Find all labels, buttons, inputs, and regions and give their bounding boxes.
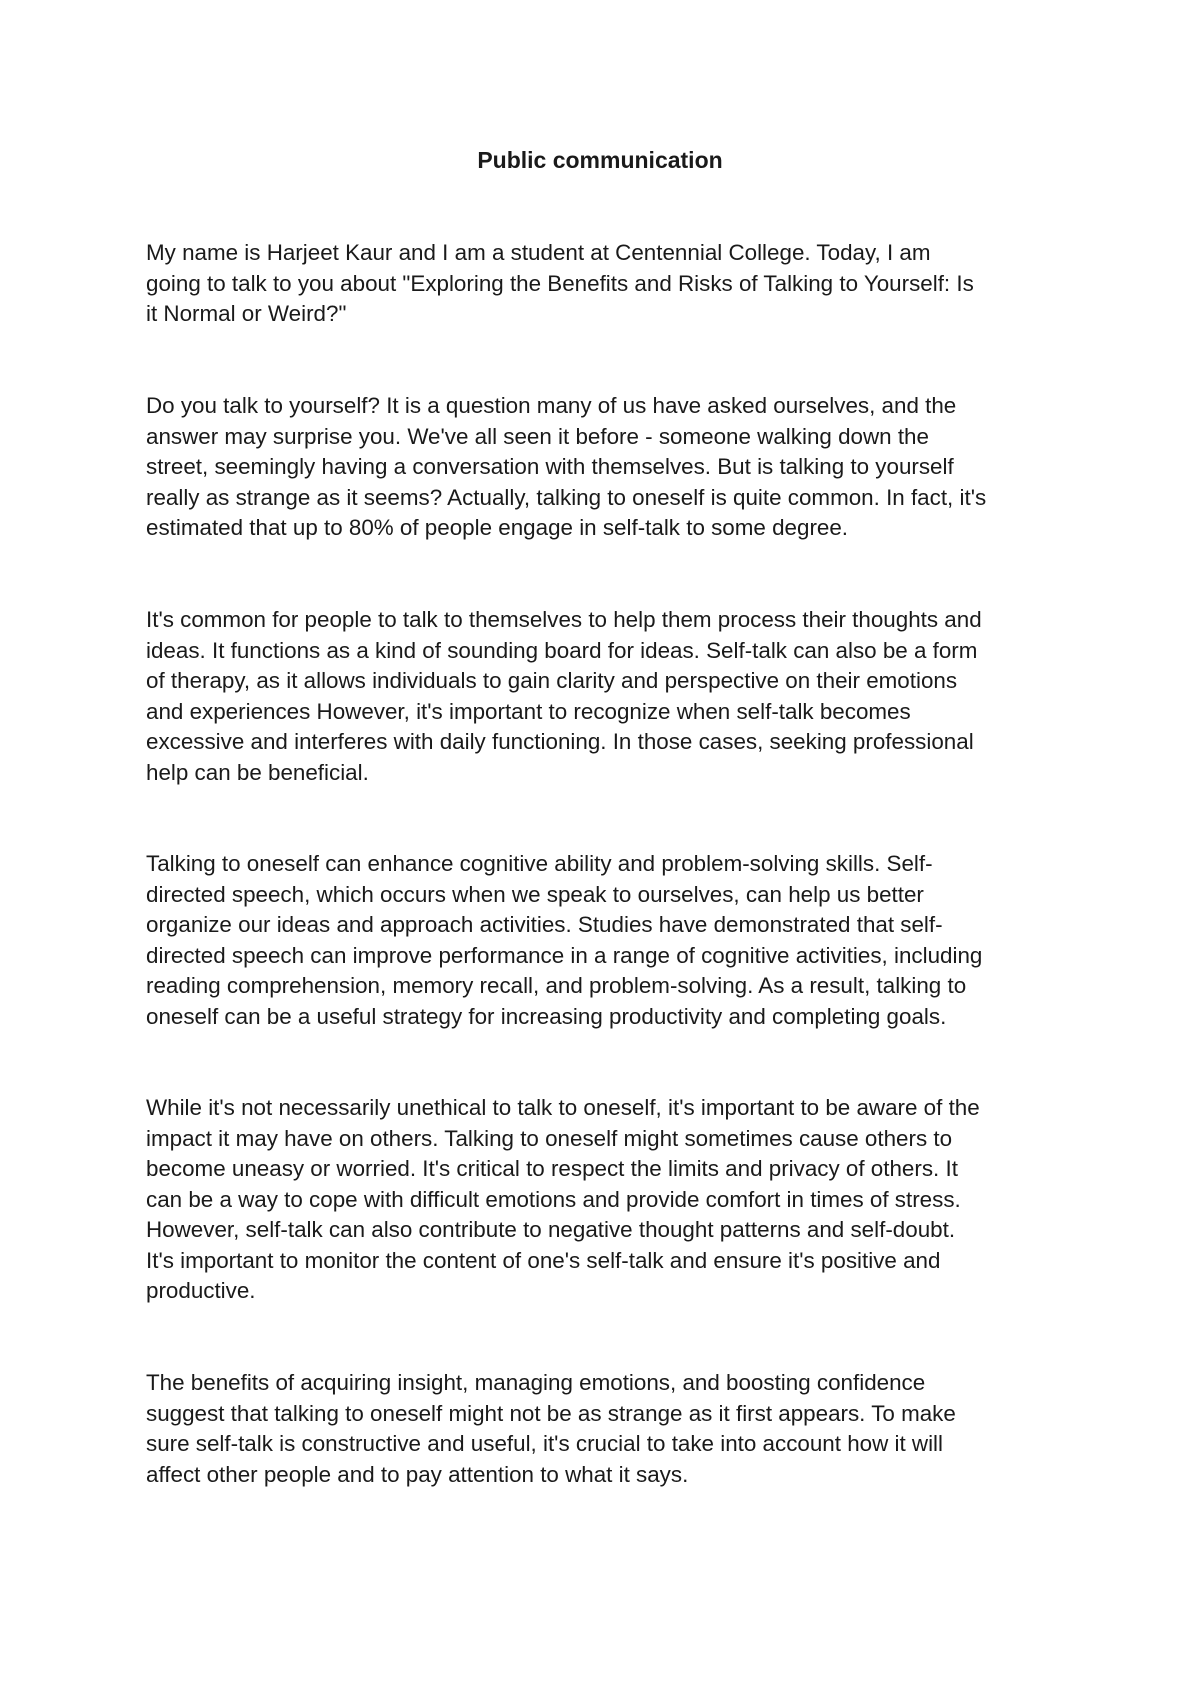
paragraph-do-you-talk: Do you talk to yourself? It is a question many of us have asked ourselves, and the answer may surprise you. We've all seen it before - someone walking down the street, seemingly having a conversation with themselves. But is talking to yourself really as strange as it seems? Actually, talking to oneself is quite common. In fact, it's estimated that up to 80% of people engage in self-talk to some degree.	[146, 393, 987, 540]
paragraph-impact-on-others: While it's not necessarily unethical to talk to oneself, it's important to be aware of the impact it may have on others. Talking to oneself might sometimes cause others to become uneasy or worried. It's critical to respect the limits and privacy of others. It can be a way to cope with difficult emotions and provide comfort in times of stress. However, self-talk can also contribute to negative thought patterns and self-doubt. It's important to monitor the content of one's self-talk and ensure it's positive and productive.	[146, 1095, 980, 1303]
paragraph-processing-thoughts: It's common for people to talk to themselves to help them process their thoughts and ideas. It functions as a kind of sounding board for ideas. Self-talk can also be a form of therapy, as it allows individuals to gain clarity and perspective on their emotions and experiences However, it's important to recognize when self-talk becomes excessive and interferes with daily functioning. In those cases, seeking professional help can be beneficial.	[146, 607, 982, 785]
paragraph-cognitive-ability: Talking to oneself can enhance cognitive ability and problem-solving skills. Self- directed speech, which occurs when we speak to ourselves, can help us better organize our ideas and approach activities. Studies have demonstrated that self- directed speech can improve performance in a range of cognitive activities, including reading comprehension, memory recall, and problem-solving. As a result, talking to oneself can be a useful strategy for increasing productivity and completing goals.	[146, 851, 983, 1029]
document-title: Public communication	[477, 147, 723, 173]
paragraph-introduction: My name is Harjeet Kaur and I am a student at Centennial College. Today, I am going to talk to you about "Exploring the Benefits and Risks of Talking to Yourself: Is it Normal or Weird?"	[146, 240, 974, 326]
paragraph-conclusion: The benefits of acquiring insight, managing emotions, and boosting confidence suggest that talking to oneself might not be as strange as it first appears. To make sure self-talk is constructive and useful, it's crucial to take into account how it will affect other people and to pay attention to what it says.	[146, 1370, 956, 1487]
